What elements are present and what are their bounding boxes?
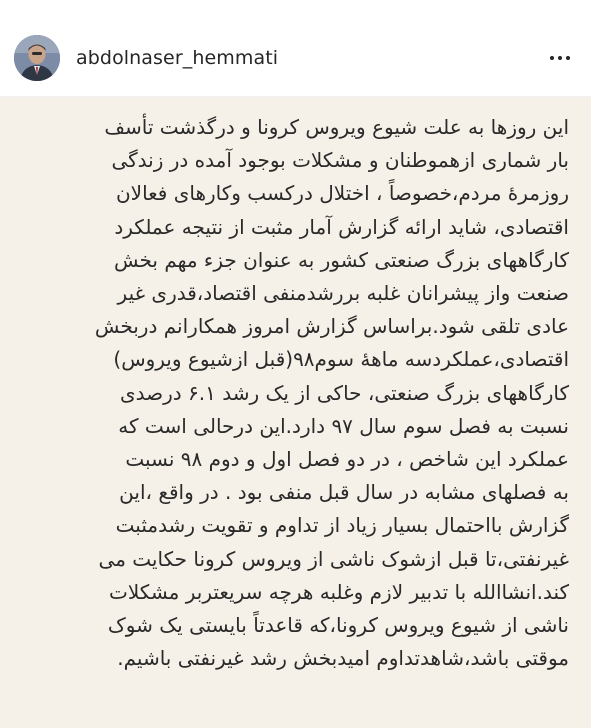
text-line: کارگاههای بزرگ صنعتی کشور به عنوان جزء مهم بخش bbox=[114, 247, 569, 272]
text-line: موقتی باشد،شاهدتداوم امیدبخش رشد غیرنفتی باشیم. bbox=[117, 646, 569, 671]
post-header bbox=[0, 0, 591, 97]
text-line: عادی تلقی شود.براساس گزارش امروز همکارانم دربخش bbox=[94, 314, 569, 339]
profile-photo-icon bbox=[14, 35, 60, 81]
text-line: عملکرد این شاخص ، در دو فصل اول و دوم ۹۸ نسبت bbox=[125, 447, 569, 472]
username[interactable]: abdolnaser_hemmati bbox=[76, 47, 279, 69]
text-line: روزمرۀ مردم،خصوصاً ، اختلال درکسب وکارهای فعالان bbox=[115, 181, 569, 206]
more-options-button[interactable] bbox=[543, 44, 577, 72]
text-line: اقتصادی، شاید ارائه گزارش آمار مثبت از نتیجه عملکرد bbox=[114, 214, 569, 239]
avatar[interactable] bbox=[14, 35, 60, 81]
text-line: کند.انشاالله با تدبیر لازم وغلبه هرچه سریعتربر مشکلات bbox=[109, 579, 569, 604]
text-line: صنعت واز پیشرانان غلبه بررشدمنفی اقتصاد،قدری غیر bbox=[117, 281, 569, 306]
post-caption-text bbox=[22, 111, 569, 675]
more-horizontal-icon bbox=[550, 56, 570, 60]
text-line: به فصلهای مشابه در سال قبل منفی بود . در واقع ،این bbox=[119, 480, 569, 505]
text-line: این روزها به علت شیوع ویروس کرونا و درگذشت تأسف bbox=[104, 115, 569, 139]
text-line: ناشی از شیوع ویروس کرونا،که قاعدتاً بایستی یک شوک bbox=[107, 613, 569, 638]
text-line: کارگاههای بزرگ صنعتی، حاکی از یک رشد ۶.۱ درصدی bbox=[119, 380, 569, 405]
text-line: نسبت به فصل سوم سال ۹۷ دارد.این درحالی است که bbox=[118, 413, 569, 438]
text-line: گزارش بااحتمال بسیار زیاد از تداوم و تقویت رشدمثبت bbox=[115, 513, 569, 538]
post-image bbox=[0, 97, 591, 728]
text-line: اقتصادی،عملکردسه ماهۀ سوم۹۸(قبل ازشیوع ویروس) bbox=[113, 347, 569, 372]
text-line: بار شماری ازهموطنان و مشکلات بوجود آمده در زندگی bbox=[111, 148, 569, 173]
text-line: غیرنفتی،تا قبل ازشوک ناشی از ویروس کرونا حکایت می bbox=[98, 546, 569, 571]
